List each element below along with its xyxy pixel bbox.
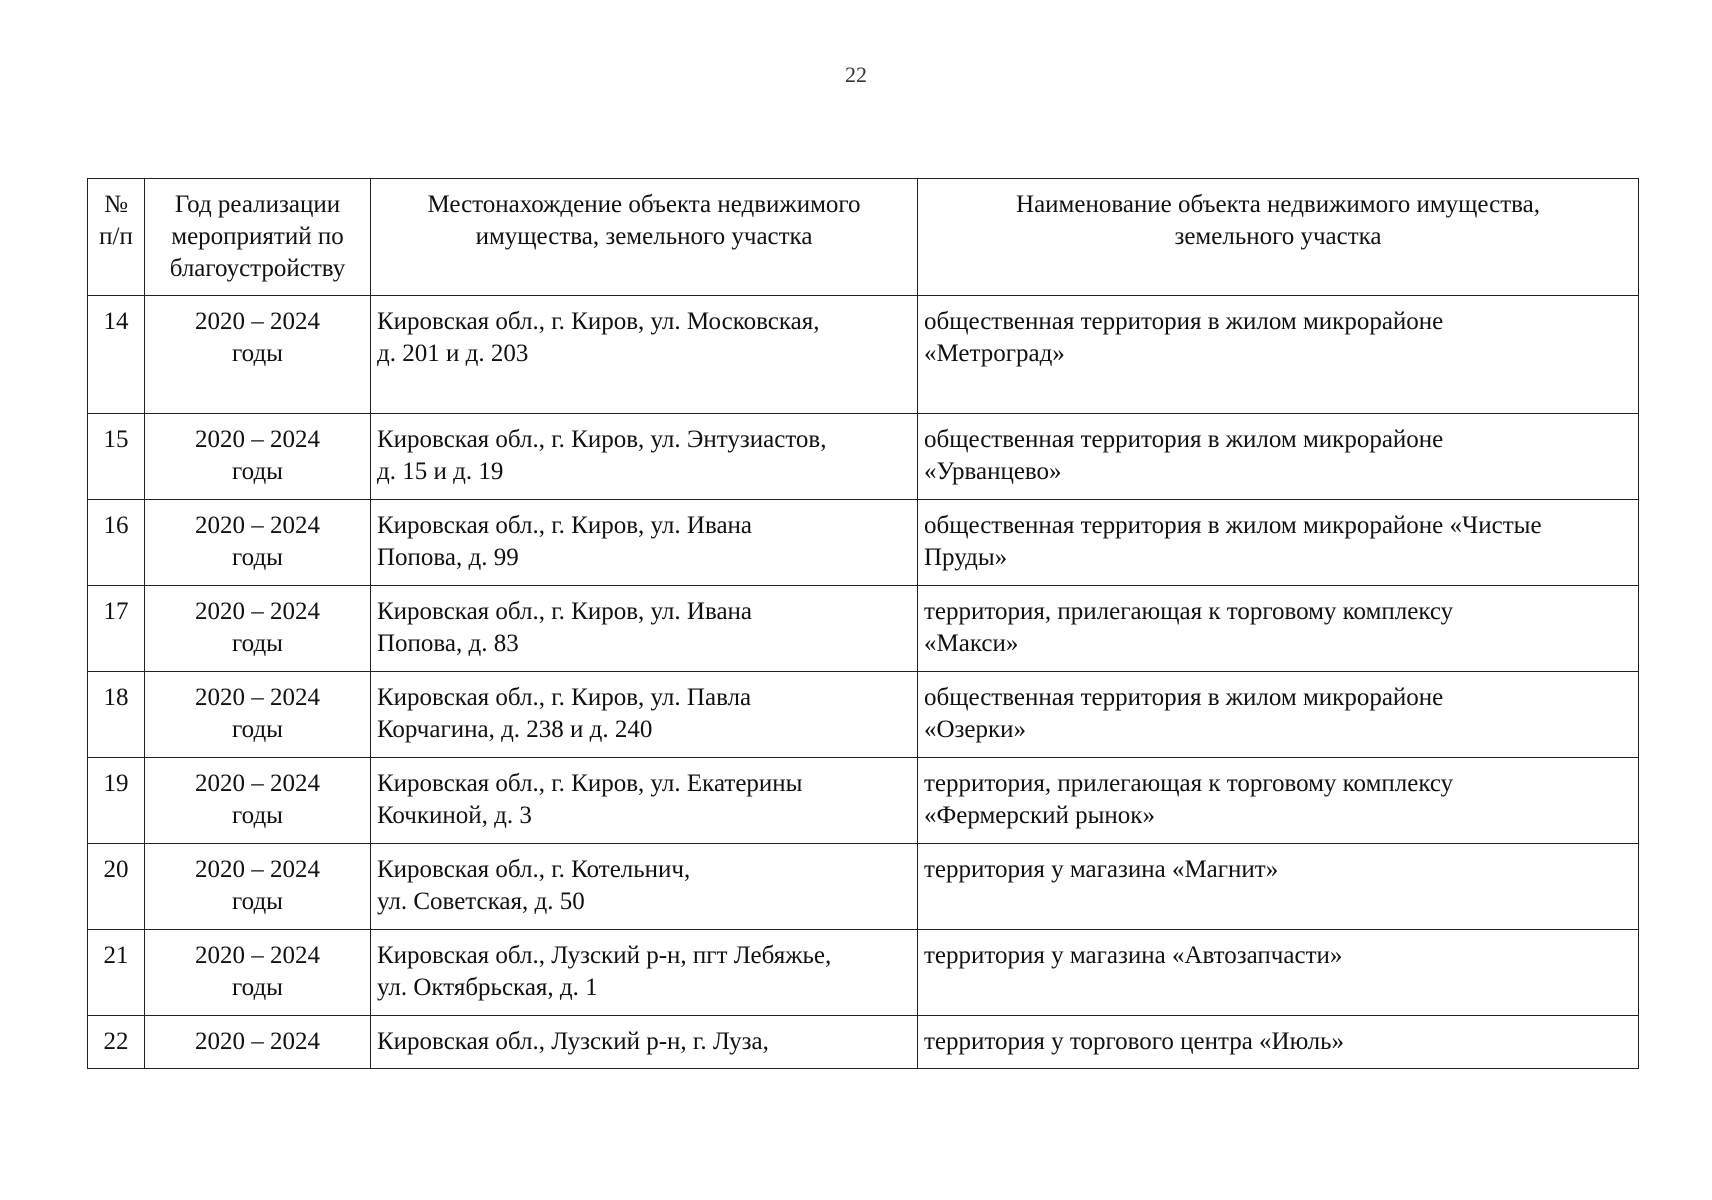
row-object-name: общественная территория в жилом микрорайоне «Метроград»	[918, 296, 1639, 414]
row-object-name: территория у торгового центра «Июль»	[918, 1016, 1639, 1069]
row-year: 2020 – 2024 годы	[145, 930, 371, 1016]
row-object-name: территория, прилегающая к торговому комплексу «Фермерский рынок»	[918, 758, 1639, 844]
row-year: 2020 – 2024 годы	[145, 672, 371, 758]
header-name: Наименование объекта недвижимого имущества, земельного участка	[918, 179, 1639, 296]
row-number: 14	[88, 296, 145, 414]
row-number: 22	[88, 1016, 145, 1069]
row-location: Кировская обл., г. Киров, ул. Павла Корчагина, д. 238 и д. 240	[371, 672, 918, 758]
table-row	[88, 672, 1639, 758]
row-object-name: общественная территория в жилом микрорайоне «Урванцево»	[918, 414, 1639, 500]
header-number: № п/п	[88, 179, 145, 296]
row-location: Кировская обл., г. Котельнич, ул. Советская, д. 50	[371, 844, 918, 930]
row-year: 2020 – 2024 годы	[145, 500, 371, 586]
row-year: 2020 – 2024 годы	[145, 414, 371, 500]
row-number: 20	[88, 844, 145, 930]
table-row	[88, 586, 1639, 672]
row-number: 21	[88, 930, 145, 1016]
table-row	[88, 414, 1639, 500]
row-location: Кировская обл., Лузский р-н, г. Луза,	[371, 1016, 918, 1069]
row-location: Кировская обл., г. Киров, ул. Энтузиастов, д. 15 и д. 19	[371, 414, 918, 500]
row-object-name: территория у магазина «Автозапчасти»	[918, 930, 1639, 1016]
row-year: 2020 – 2024 годы	[145, 844, 371, 930]
row-year: 2020 – 2024 годы	[145, 586, 371, 672]
row-number: 18	[88, 672, 145, 758]
row-number: 17	[88, 586, 145, 672]
table-row	[88, 844, 1639, 930]
table-row	[88, 500, 1639, 586]
row-location: Кировская обл., г. Киров, ул. Ивана Попова, д. 99	[371, 500, 918, 586]
row-number: 19	[88, 758, 145, 844]
table-row	[88, 758, 1639, 844]
row-year: 2020 – 2024	[145, 1016, 371, 1069]
row-location: Кировская обл., г. Киров, ул. Московская, д. 201 и д. 203	[371, 296, 918, 414]
table-row	[88, 296, 1639, 414]
row-location: Кировская обл., г. Киров, ул. Екатерины Кочкиной, д. 3	[371, 758, 918, 844]
row-number: 16	[88, 500, 145, 586]
table-row	[88, 1016, 1639, 1069]
row-location: Кировская обл., г. Киров, ул. Ивана Попова, д. 83	[371, 586, 918, 672]
page-number: 22	[845, 62, 867, 87]
row-year: 2020 – 2024 годы	[145, 296, 371, 414]
row-object-name: общественная территория в жилом микрорайоне «Чистые Пруды»	[918, 500, 1639, 586]
row-location: Кировская обл., Лузский р-н, пгт Лебяжье, ул. Октябрьская, д. 1	[371, 930, 918, 1016]
row-year: 2020 – 2024 годы	[145, 758, 371, 844]
header-year: Год реализации мероприятий по благоустройству	[145, 179, 371, 296]
property-table	[87, 178, 1639, 1069]
row-object-name: территория, прилегающая к торговому комплексу «Макси»	[918, 586, 1639, 672]
table-header-row	[88, 179, 1639, 296]
row-number: 15	[88, 414, 145, 500]
row-object-name: территория у магазина «Магнит»	[918, 844, 1639, 930]
row-object-name: общественная территория в жилом микрорайоне «Озерки»	[918, 672, 1639, 758]
table-row	[88, 930, 1639, 1016]
header-location: Местонахождение объекта недвижимого имущества, земельного участка	[371, 179, 918, 296]
